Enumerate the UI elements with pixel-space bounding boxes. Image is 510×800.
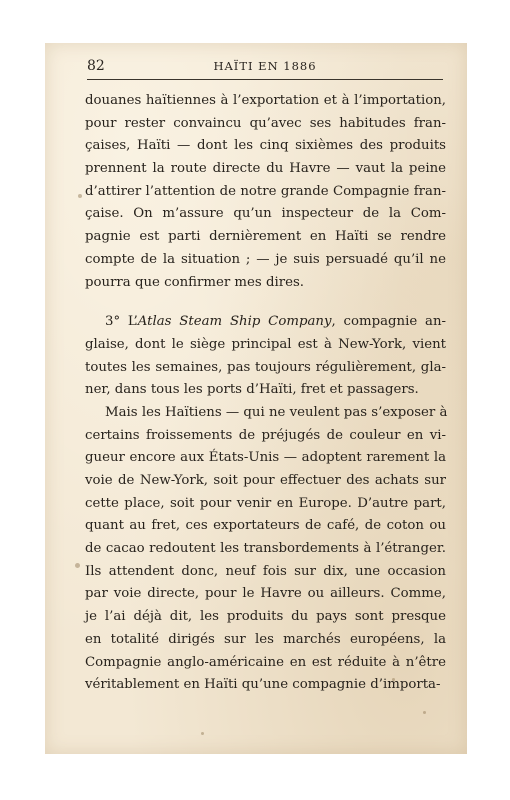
company-name-italic: Atlas Steam Ship Company [137, 314, 332, 330]
paper-spot [392, 678, 395, 681]
paragraph-2 [85, 311, 446, 402]
text-line: véritablement en Haïti qu’une compagnie d’importa- [85, 677, 441, 693]
body-text [85, 90, 446, 697]
text-line: voie de New-York, soit pour effectuer des achats sur [85, 473, 446, 488]
paper-spot [423, 711, 426, 714]
text-line: pour rester convaincu qu’avec ses habitudes fran- [85, 115, 446, 131]
text-line: je l’ai déjà dit, les produits du pays sont presque [85, 609, 446, 625]
page-number: 82 [87, 58, 105, 74]
text-line: gueur encore aux États-Unis — adoptent rarement la [85, 450, 446, 466]
text-line: cette place, soit pour venir en Europe. D’autre part, [85, 495, 446, 511]
text-line-prefix: 3° L’ [105, 314, 138, 330]
text-line: çaises, Haïti — dont les cinq sixièmes des produits [85, 138, 446, 154]
text-line: prennent la route directe du Havre — vaut la peine [85, 161, 446, 177]
text-line: en totalité dirigés sur les marchés européens, la [85, 631, 446, 647]
text-line: d’attirer l’attention de notre grande Compagnie fran- [85, 183, 446, 199]
paragraph-1 [85, 90, 446, 294]
text-line: toutes les semaines, pas toujours régulièrement, gla- [85, 359, 446, 375]
text-line: compte de la situation ; — je suis persuadé qu’il ne [85, 251, 446, 267]
paper-spot [78, 194, 82, 198]
text-line: quant au fret, ces exportateurs de café, de coton ou [85, 518, 446, 534]
text-line: Mais les Haïtiens — qui ne veulent pas s’exposer à [105, 404, 448, 420]
book-page [45, 43, 467, 754]
header-rule [87, 79, 443, 80]
text-line: ner, dans tous les ports d’Haïti, fret et passagers. [85, 382, 419, 398]
text-line: certains froissements de préjugés de couleur en vi- [85, 427, 446, 443]
text-line-first [85, 311, 446, 334]
text-line: pagnie est parti dernièrement en Haïti se rendre [85, 229, 446, 245]
paragraph-3 [85, 402, 446, 697]
text-line: Compagnie anglo-américaine en est réduite à n’être [85, 654, 446, 670]
paragraph-gap [85, 294, 446, 311]
text-line: çaise. On m’assure qu’un inspecteur de la Com- [85, 206, 446, 222]
text-line: douanes haïtiennes à l’exportation et à l’importation, [85, 93, 446, 108]
paper-spot [201, 732, 204, 735]
text-line: glaise, dont le siège principal est à New-York, vient [85, 336, 446, 352]
text-line: pourra que confirmer mes dires. [85, 274, 304, 290]
text-line: par voie directe, pour le Havre ou ailleurs. Comme, [85, 586, 446, 602]
text-line-suffix: , compagnie an- [331, 314, 447, 330]
text-line: de cacao redoutent les transbordements à l’étranger. [85, 541, 446, 557]
running-title: HAÏTI EN 1886 [213, 59, 317, 73]
page-header [87, 58, 443, 78]
paper-spot [75, 563, 80, 568]
text-line: Ils attendent donc, neuf fois sur dix, une occasion [85, 563, 446, 579]
